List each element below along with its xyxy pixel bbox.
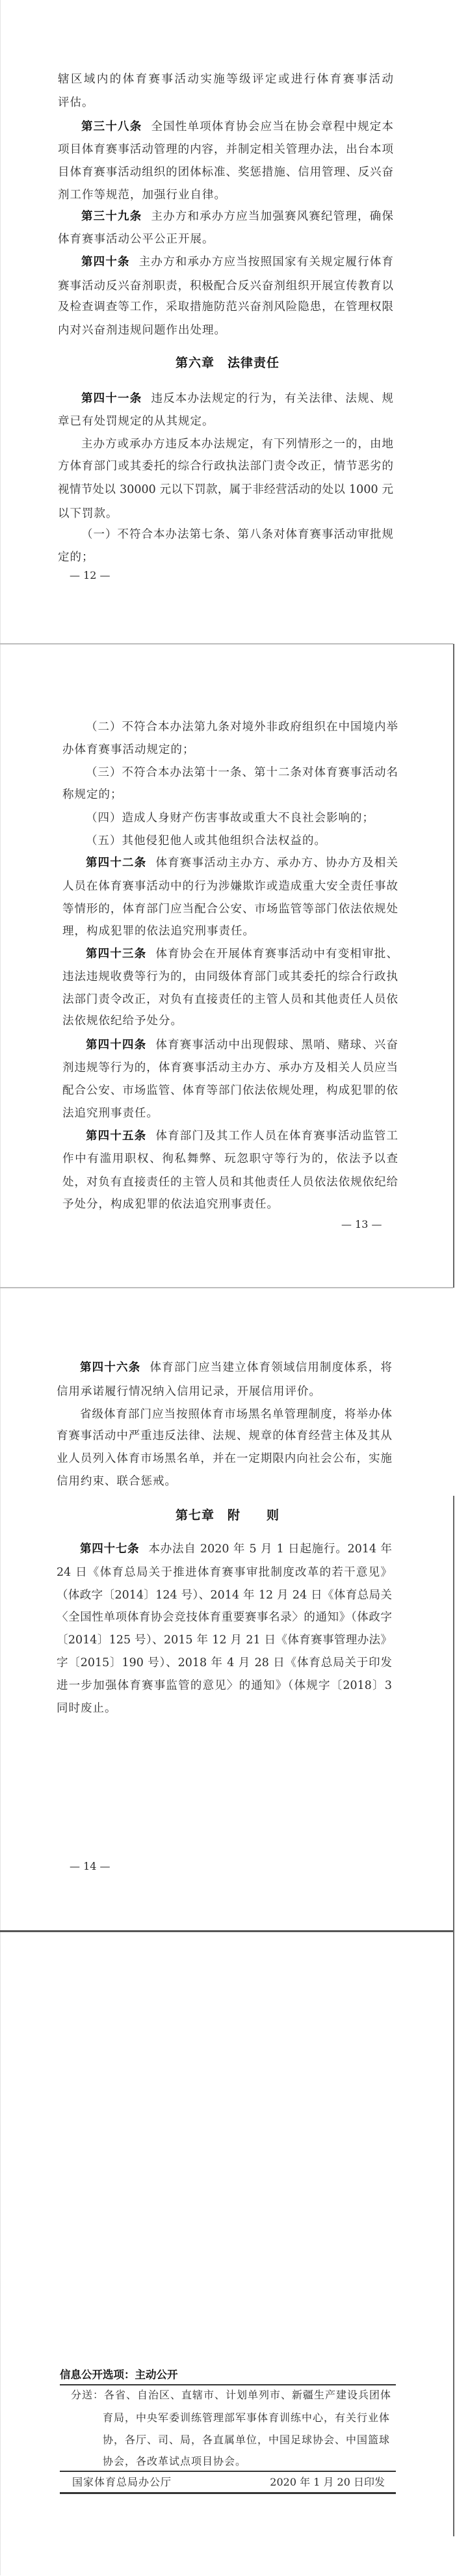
line-text: 主办方和承办方应当按照国家有关规定履行体育 [138,256,393,269]
text-line [57,1655,392,1671]
text-line [58,458,393,474]
line-text: 称规定的； [62,788,123,801]
text-line [57,1428,392,1444]
line-text: 定的； [58,551,94,564]
text-line [58,72,393,87]
colophon-rule [60,2492,396,2494]
text-line [62,1083,398,1098]
line-text: 体育协会在开展体育赛事活动中有变相审批、 [155,948,398,961]
article-number: 第四十五条 [86,1130,147,1143]
page-divider [0,1287,453,1288]
line-text: 体育赛事活动公平公正开展。 [58,233,214,246]
text-line [86,719,398,735]
text-line [62,1151,398,1167]
text-line [58,299,393,315]
line-text: 体育赛事活动中出现假球、黑哨、赌球、兴奋 [155,1039,398,1052]
article-line [86,946,398,962]
line-text: 等情形的，体育部门应当配合公安、市场监管等部门依法依规处 [62,903,398,916]
article-line [80,1541,392,1557]
text-line [81,436,393,452]
page-divider [0,1930,453,1932]
page-number: — 13 — [341,1218,382,1230]
issue-date: 2020 年 1 月 20 日印发 [270,2476,385,2488]
line-text: 主办方或承办方违反本办法规定，有下列情形之一的，由地 [81,438,393,451]
page-13 [0,644,455,1288]
line-text: 目体育赛事活动组织的团体标准、奖惩措施、信用管理、反兴奋 [58,166,393,179]
line-text: 评估。 [58,96,94,109]
line-text: 业人员列入体育市场黑名单，并在一定期限内向社会公布，实施 [57,1452,392,1465]
article-number: 第四十二条 [86,856,147,870]
line-text: 体育部门应当建立体育领域信用制度体系，将 [150,1361,392,1374]
text-line [62,1060,398,1076]
article-number: 第三十九条 [81,210,142,223]
line-text: （二）不符合本办法第九条对境外非政府组织在中国境内举 [86,721,398,734]
line-text: 方体育部门或其委托的综合行政执法部门责令改正，情节恶劣的 [58,460,393,473]
article-line [80,1360,392,1375]
disclosure-option: 信息公开选项：主动公开 [60,2369,178,2381]
line-text: 剂违规等行为的，体育赛事活动主办方、承办方及相关人员应当 [62,1061,398,1074]
line-text: 剂工作等规范，加强行业自律。 [58,189,226,202]
text-line [62,742,195,758]
distribution-line: 协会，各改革试点项目协会。 [103,2455,247,2467]
line-text: （五）其他侵犯他人或其他组织合法权益的。 [86,834,326,847]
line-text: 法追究刑事责任。 [62,1107,159,1120]
text-line [58,187,226,203]
text-line [58,232,214,247]
line-text: 配合公安、市场监管、体育等部门依法依规处理，构成犯罪的依 [62,1084,398,1097]
page-edge [453,644,454,1288]
text-line [57,1632,392,1648]
text-line [57,1678,392,1693]
line-text: 〔2014〕125 号）、2015 年 12 月 21 日《体育赛事管理办法》 [57,1634,392,1647]
line-text: 法部门责令改正，对负有直接责任的主管人员和其他责任人员依 [62,993,398,1006]
text-line [62,1013,183,1029]
text-line [62,992,398,1007]
text-line [58,95,94,111]
text-line [62,879,398,894]
line-text: （一）不符合本办法第七条、第八条对体育赛事活动审批规 [81,528,393,541]
colophon-rule [60,2384,396,2385]
line-text: 主办方和承办方应当加强赛风赛纪管理，确保 [151,210,393,223]
text-line [57,1610,392,1625]
article-number: 第三十八条 [81,120,142,133]
text-line [81,527,393,542]
text-line [58,414,214,429]
line-text: 24 日《体育总局关于推进体育赛事审批制度改革的若干意见》 [57,1566,392,1579]
line-text: 人员在体育赛事活动中的行为涉嫌欺诈或造成重大安全责任事故 [62,880,398,893]
distribution-line: 分送：各省、自治区、直辖市、计划单列市、新疆生产建设兵团体 [71,2389,392,2401]
article-line [86,1037,398,1053]
issuer: 国家体育总局办公厅 [72,2476,172,2488]
line-text: 理，构成犯罪的依法追究刑事责任。 [62,925,255,938]
line-text: 项目体育赛事活动管理的内容，并制定相关管理办法，出台本项 [58,143,393,156]
distribution-line: 协，各厅、司、局，各直属单位，中国足球协会、中国篮球 [103,2434,391,2446]
article-number: 第四十四条 [86,1039,147,1052]
line-text: 辖区域内的体育赛事活动实施等级评定或进行体育赛事活动 [58,73,393,86]
article-line [86,855,398,871]
text-line [58,165,393,180]
text-line [57,1587,392,1603]
text-line [57,1474,177,1489]
text-line [58,550,94,565]
text-line [62,1197,279,1212]
text-line [62,1106,159,1121]
text-line [62,923,255,939]
article-number: 第四十条 [81,256,130,269]
line-text: 体育部门及其工作人员在体育赛事活动监管工 [155,1130,398,1143]
text-line [58,278,393,294]
line-text: 违法违规收费等行为的，由同级体育部门或其委托的综合行政执 [62,970,398,983]
text-line [58,482,393,498]
page-divider [0,643,453,644]
line-text: （四）造成人身财产伤害事故或重大不良社会影响的； [86,812,374,825]
page-number: — 12 — [70,569,110,581]
page-colophon [0,1932,455,2575]
article-line [81,119,393,135]
chapter-heading: 第六章 法律责任 [175,356,280,370]
line-text: 进一步加强体育赛事监管的意见〉的通知》（体规字〔2018〕3 [57,1679,392,1692]
line-text: 以下罚款。 [58,507,118,520]
line-text: 字〔2015〕190 号）、2018 年 4 月 28 日《体育总局关于印发 [57,1656,392,1669]
article-line [86,1128,398,1144]
line-text: （体政字〔2014〕124 号）、2014 年 12 月 24 日《体育总局关 [57,1589,392,1602]
text-line [80,1407,392,1422]
text-line [57,1701,117,1716]
line-text: 办体育赛事活动规定的； [62,743,195,756]
line-text: 同时废止。 [57,1702,117,1715]
line-text: 法依规依纪给予处分。 [62,1015,183,1028]
article-number: 第四十三条 [86,948,147,961]
text-line [57,1384,321,1400]
distribution-line: 育局，中央军委训练管理部军事体育训练中心，有关行业体 [103,2411,391,2424]
text-line [86,810,374,826]
text-line [58,142,393,157]
article-line [81,209,393,224]
page-number: — 14 — [70,1860,110,1872]
line-text: 视情节处以 30000 元以下罚款，属于非经营活动的处以 1000 元 [58,483,393,496]
line-text: 〈全国性单项体育协会竞技体育重要赛事名录〉的通知》（体政字 [57,1611,392,1624]
line-text: 本办法自 2020 年 5 月 1 日起施行。2014 年 [148,1543,392,1556]
line-text: （三）不符合本办法第十一条、第十二条对体育赛事活动名 [86,766,398,779]
text-line [62,901,398,917]
article-number: 第四十七条 [80,1543,140,1556]
line-text: 处，对负有直接责任的主管人员和其他责任人员依法依规依纪给 [62,1176,398,1189]
line-text: 全国性单项体育协会应当在协会章程中规定本 [151,120,393,133]
line-text: 信用约束、联合惩戒。 [57,1475,177,1488]
text-line [86,833,326,849]
line-text: 及检查调查等工作，采取措施防范兴奋剂风险隐患，在管理权限 [58,300,393,313]
text-line [57,1565,392,1580]
colophon-rule [60,2471,396,2472]
line-text: 育赛事活动中严重违反法律、法规、规章的体育经营主体及其从 [57,1429,392,1442]
line-text: 章已有处罚规定的从其规定。 [58,415,214,428]
article-line [81,391,393,406]
line-text: 省级体育部门应当按照体育市场黑名单管理制度，将举办体 [80,1408,392,1421]
line-text: 作中有滥用职权、徇私舞弊、玩忽职守等行为的，依法予以查 [62,1152,398,1165]
line-text: 赛事活动反兴奋剂职责，积极配合反兴奋剂组织开展宣传教育以 [58,280,393,293]
page-edge [453,1496,454,2536]
text-line [58,323,226,338]
text-line [62,787,123,803]
article-number: 第四十一条 [81,392,142,405]
text-line [62,1175,398,1190]
line-text: 体育赛事活动主办方、承办方、协办方及相关 [155,856,398,870]
text-line [57,1451,392,1467]
line-text: 予处分，构成犯罪的依法追究刑事责任。 [62,1198,279,1211]
text-line [62,969,398,985]
chapter-heading: 第七章 附 则 [175,1508,280,1522]
text-line [86,765,398,780]
text-line [58,506,118,522]
line-text: 违反本办法规定的行为，有关法律、法规、规 [151,392,393,405]
line-text: 内对兴奋剂违规问题作出处理。 [58,324,226,337]
article-line [81,254,393,270]
article-number: 第四十六条 [80,1361,141,1374]
line-text: 信用承诺履行情况纳入信用记录，开展信用评价。 [57,1385,321,1398]
